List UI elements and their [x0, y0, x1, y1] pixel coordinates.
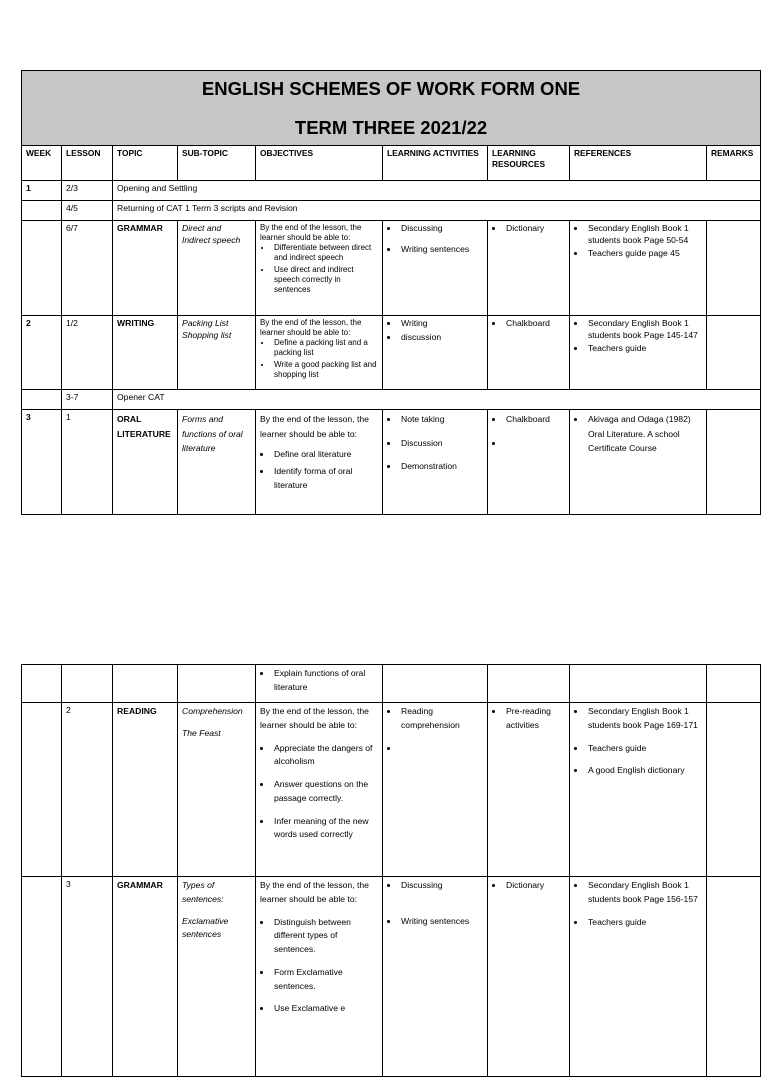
subtopic-cell: [178, 221, 256, 316]
objective-item: • Identify forma of oral literature: [272, 464, 378, 493]
references-cell: [570, 316, 707, 390]
resource-item: • Chalkboard: [504, 412, 565, 427]
week-cell: [22, 703, 62, 877]
resources-cell: [488, 703, 570, 877]
table-row: [22, 665, 761, 703]
objectives-intro: By the end of the lesson, the learner should be able to:: [260, 223, 362, 242]
reference-item: • Teachers guide: [586, 916, 702, 930]
resources-cell: [488, 221, 570, 316]
header-activities: LEARNING ACTIVITIES: [383, 146, 488, 181]
reference-item: • Secondary English Book 1 students book Page 50-54: [586, 223, 702, 246]
objective-item: • Form Exclamative sentences.: [272, 966, 378, 994]
objective-item: • Infer meaning of the new words used correctly: [272, 815, 378, 843]
week-cell: [22, 390, 62, 410]
header-references: REFERENCES: [570, 146, 707, 181]
objective-item: • Define a packing list and a packing list: [272, 338, 378, 358]
activity-item: • discussion: [399, 332, 483, 344]
activity-item: • Discussing: [399, 879, 483, 893]
reference-item: • Teachers guide: [586, 343, 702, 355]
references-cell: [570, 665, 707, 703]
objectives-cell: [256, 877, 383, 1077]
topic-cell: [113, 665, 178, 703]
table-row: [22, 181, 761, 201]
subtopic-text: Types of sentences:: [182, 880, 224, 904]
activity-item: • Reading comprehension: [399, 705, 483, 733]
lesson-cell: 3-7: [62, 390, 113, 410]
resources-cell: [488, 665, 570, 703]
table-row: [22, 316, 761, 390]
resource-item: • Pre-reading activities: [504, 705, 565, 733]
reference-item: • Secondary English Book 1 students book Page 169-171: [586, 705, 702, 733]
resources-cell: [488, 410, 570, 515]
subtopic-text: The Feast: [182, 727, 221, 738]
remarks-cell: [707, 410, 761, 515]
objectives-cell: [256, 703, 383, 877]
table-row: [22, 877, 761, 1077]
table-row: [22, 390, 761, 410]
week-cell: [22, 665, 62, 703]
objectives-cell: [256, 221, 383, 316]
objective-item: • Differentiate between direct and indirect speech: [272, 243, 378, 263]
objective-item: • Write a good packing list and shopping list: [272, 360, 378, 380]
header-lesson: LESSON: [62, 146, 113, 181]
scheme-table-page-2: [21, 664, 761, 1077]
activity-item: • Writing sentences: [399, 244, 483, 256]
objective-item: • Use Exclamative e: [272, 1002, 378, 1016]
activities-cell: [383, 316, 488, 390]
subtopic-text: Forms and functions of oral literature: [182, 414, 243, 454]
reference-item: • Secondary English Book 1 students book Page 145-147: [586, 318, 702, 341]
subtopic-cell: [178, 665, 256, 703]
table-row: [22, 201, 761, 221]
activity-item: • Discussion: [399, 436, 483, 451]
document-subtitle: TERM THREE 2021/22: [294, 117, 488, 138]
remarks-cell: [707, 316, 761, 390]
scheme-table-page-1: [21, 70, 761, 515]
header-resources: LEARNING RESOURCES: [488, 146, 570, 181]
objectives-intro: By the end of the lesson, the learner should be able to:: [260, 318, 362, 337]
header-objectives: OBJECTIVES: [256, 146, 383, 181]
subtopic-cell: [178, 877, 256, 1077]
merged-activity-cell: Returning of CAT 1 Term 3 scripts and Revision: [113, 201, 761, 221]
objective-item: • Answer questions on the passage correctly.: [272, 778, 378, 806]
topic-cell: READING: [113, 703, 178, 877]
subtopic-cell: [178, 410, 256, 515]
activities-cell: [383, 703, 488, 877]
references-cell: [570, 410, 707, 515]
objective-item: • Define oral literature: [272, 447, 378, 462]
lesson-cell: 2: [62, 703, 113, 877]
references-cell: [570, 703, 707, 877]
activity-item: • Writing: [399, 318, 483, 330]
resource-item: • Chalkboard: [504, 318, 565, 330]
resources-cell: [488, 316, 570, 390]
document-title: ENGLISH SCHEMES OF WORK FORM ONE: [201, 78, 581, 99]
week-cell: [22, 877, 62, 1077]
activities-cell: [383, 410, 488, 515]
resource-item: • Dictionary: [504, 223, 565, 235]
subtopic-text: Comprehension: [182, 706, 243, 716]
objective-item: • Appreciate the dangers of alcoholism: [272, 742, 378, 770]
header-week: WEEK: [22, 146, 62, 181]
subtopic-text: Shopping list: [182, 329, 232, 340]
topic-cell: GRAMMAR: [113, 221, 178, 316]
header-topic: TOPIC: [113, 146, 178, 181]
lesson-cell: 1/2: [62, 316, 113, 390]
merged-activity-cell: Opener CAT: [113, 390, 761, 410]
lesson-cell: 3: [62, 877, 113, 1077]
objectives-cell: [256, 665, 383, 703]
week-cell: 2: [22, 316, 62, 390]
objectives-cell: [256, 410, 383, 515]
reference-item: • A good English dictionary: [586, 764, 702, 778]
activity-item: • Note taking: [399, 412, 483, 427]
topic-cell: WRITING: [113, 316, 178, 390]
title-banner: [22, 71, 761, 146]
activity-item: • Writing sentences: [399, 915, 483, 929]
resource-item: [504, 436, 565, 451]
merged-activity-cell: Opening and Settling: [113, 181, 761, 201]
lesson-cell: [62, 665, 113, 703]
lesson-cell: 2/3: [62, 181, 113, 201]
table-row: [22, 221, 761, 316]
subtopic-cell: [178, 316, 256, 390]
lesson-cell: 1: [62, 410, 113, 515]
subtopic-text: Packing List: [182, 318, 229, 328]
objectives-cell: [256, 316, 383, 390]
objective-item: • Distinguish between different types of sentences.: [272, 916, 378, 957]
reference-item: • Teachers guide page 45: [586, 248, 702, 260]
subtopic-text: Direct and Indirect speech: [182, 223, 241, 245]
activities-cell: [383, 877, 488, 1077]
header-subtopic: SUB-TOPIC: [178, 146, 256, 181]
resource-item: • Dictionary: [504, 879, 565, 893]
activity-item: • Demonstration: [399, 459, 483, 474]
activities-cell: [383, 221, 488, 316]
week-cell: [22, 201, 62, 221]
objectives-intro: By the end of the lesson, the learner should be able to:: [260, 414, 369, 439]
header-remarks: REMARKS: [707, 146, 761, 181]
lesson-cell: 6/7: [62, 221, 113, 316]
remarks-cell: [707, 221, 761, 316]
topic-cell: GRAMMAR: [113, 877, 178, 1077]
subtopic-text: Exclamative sentences: [182, 915, 229, 940]
topic-cell: ORAL LITERATURE: [113, 410, 178, 515]
resources-cell: [488, 877, 570, 1077]
header-row: [22, 146, 761, 181]
objective-item: • Explain functions of oral literature: [272, 667, 378, 695]
reference-item: • Teachers guide: [586, 742, 702, 756]
objective-item: • Use direct and indirect speech correctly in sentences: [272, 265, 378, 295]
activity-item: [399, 742, 483, 756]
reference-item: • Secondary English Book 1 students book Page 156-157: [586, 879, 702, 907]
remarks-cell: [707, 703, 761, 877]
week-cell: 3: [22, 410, 62, 515]
remarks-cell: [707, 877, 761, 1077]
table-row: [22, 410, 761, 515]
references-cell: [570, 877, 707, 1077]
activity-item: • Discussing: [399, 223, 483, 235]
subtopic-cell: [178, 703, 256, 877]
objectives-intro: By the end of the lesson, the learner should be able to:: [260, 706, 369, 730]
week-cell: [22, 221, 62, 316]
objectives-intro: By the end of the lesson, the learner should be able to:: [260, 880, 369, 904]
remarks-cell: [707, 665, 761, 703]
references-cell: [570, 221, 707, 316]
week-cell: 1: [22, 181, 62, 201]
activities-cell: [383, 665, 488, 703]
table-row: [22, 703, 761, 877]
reference-item: • Akivaga and Odaga (1982) Oral Literature. A school Certificate Course: [586, 412, 702, 456]
lesson-cell: 4/5: [62, 201, 113, 221]
